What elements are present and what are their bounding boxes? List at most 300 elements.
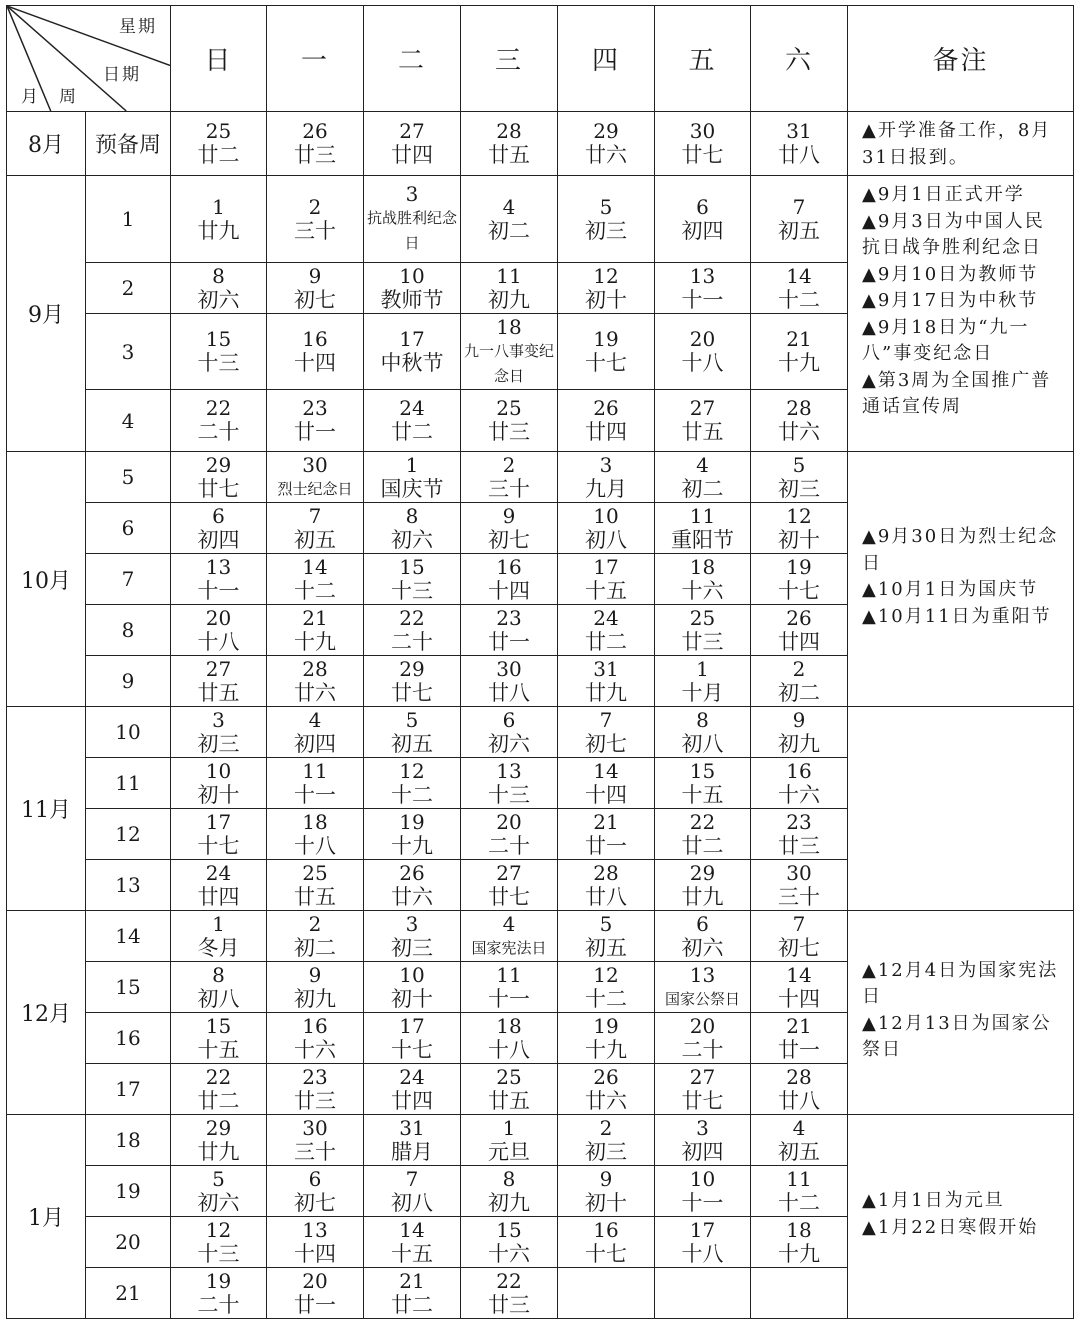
note-item: ▲9月3日为中国人民抗日战争胜利纪念日 — [862, 210, 1045, 258]
day-number: 26 — [786, 605, 812, 630]
lunar-or-holiday: 十七 — [585, 351, 627, 375]
lunar-or-holiday: 初九 — [778, 731, 820, 756]
day-cell — [655, 1268, 751, 1319]
lunar-or-holiday: 国庆节 — [380, 476, 444, 501]
lunar-or-holiday: 二十 — [197, 420, 240, 444]
lunar-or-holiday: 初九 — [488, 287, 530, 312]
lunar-or-holiday: 九一八事变纪念日 — [463, 341, 554, 385]
day-cell — [655, 707, 751, 758]
lunar-or-holiday: 廿九 — [585, 680, 627, 705]
lunar-or-holiday: 十四 — [294, 351, 336, 375]
header-sun: 日 — [171, 6, 267, 112]
day-number: 16 — [593, 1217, 619, 1242]
day-cell — [364, 962, 461, 1013]
day-number: 26 — [593, 1064, 619, 1089]
day-number: 24 — [399, 396, 425, 420]
day-number: 13 — [689, 962, 716, 987]
lunar-or-holiday: 十九 — [585, 1037, 627, 1062]
day-cell — [558, 656, 655, 707]
day-cell — [267, 860, 364, 911]
day-cell — [267, 554, 364, 605]
day-number: 7 — [792, 911, 806, 936]
week-number-cell: 11 — [86, 758, 171, 809]
day-number: 9 — [599, 1166, 613, 1191]
day-cell — [364, 112, 461, 176]
day-number: 23 — [496, 605, 522, 630]
note-item: ▲9月30日为烈士纪念日 — [862, 526, 1059, 574]
lunar-or-holiday: 廿一 — [585, 833, 627, 858]
day-number: 22 — [205, 1064, 232, 1089]
day-cell — [558, 758, 655, 809]
week-number-cell: 21 — [86, 1268, 171, 1319]
day-cell — [461, 1268, 558, 1319]
month-cell: 9月 — [7, 176, 86, 452]
day-cell — [461, 809, 558, 860]
day-number: 4 — [308, 707, 322, 732]
lunar-or-holiday: 廿一 — [294, 1292, 336, 1317]
day-number: 14 — [786, 962, 812, 987]
month-cell: 8月 — [7, 112, 86, 176]
day-number: 14 — [399, 1217, 425, 1242]
day-number: 19 — [786, 554, 812, 579]
day-number: 18 — [496, 1013, 522, 1038]
lunar-or-holiday: 三十 — [294, 218, 336, 243]
day-number: 23 — [302, 1064, 328, 1089]
day-cell — [364, 390, 461, 452]
lunar-or-holiday: 初八 — [681, 731, 724, 756]
lunar-or-holiday: 十八 — [197, 629, 240, 654]
note-item: ▲9月10日为教师节 — [862, 263, 1039, 285]
lunar-or-holiday: 廿八 — [778, 143, 820, 167]
day-cell — [171, 503, 267, 554]
day-number: 23 — [302, 396, 328, 420]
lunar-or-holiday: 十四 — [488, 578, 530, 603]
lunar-or-holiday: 廿四 — [197, 884, 240, 909]
lunar-or-holiday: 初五 — [294, 527, 336, 552]
day-number: 30 — [496, 656, 522, 681]
lunar-or-holiday: 十三 — [391, 578, 433, 603]
day-number: 21 — [593, 809, 619, 834]
day-number: 1 — [502, 1115, 516, 1140]
day-cell — [751, 860, 848, 911]
week-number-cell: 19 — [86, 1166, 171, 1217]
day-cell — [751, 1217, 848, 1268]
day-cell — [171, 860, 267, 911]
day-number: 3 — [212, 707, 225, 732]
day-number: 25 — [496, 396, 522, 420]
lunar-or-holiday: 廿七 — [681, 1088, 724, 1113]
day-cell — [461, 911, 558, 962]
day-cell — [364, 1064, 461, 1115]
lunar-or-holiday: 烈士纪念日 — [277, 479, 353, 498]
lunar-or-holiday: 廿一 — [778, 1037, 820, 1062]
day-cell — [558, 452, 655, 503]
day-cell — [655, 962, 751, 1013]
lunar-or-holiday: 初七 — [294, 287, 336, 312]
day-number: 13 — [496, 758, 522, 783]
lunar-or-holiday: 初十 — [585, 1190, 627, 1215]
lunar-or-holiday: 廿三 — [488, 1292, 530, 1317]
day-number: 1 — [212, 911, 225, 936]
header-fri: 五 — [655, 6, 751, 112]
day-number: 7 — [792, 194, 806, 219]
day-cell — [655, 314, 751, 390]
lunar-or-holiday: 初七 — [488, 527, 530, 552]
notes-list — [848, 176, 1073, 425]
week-number-cell: 预备周 — [86, 112, 171, 176]
lunar-or-holiday: 廿三 — [681, 629, 724, 654]
day-cell — [558, 263, 655, 314]
lunar-or-holiday: 十二 — [391, 782, 433, 807]
day-number: 6 — [212, 503, 225, 528]
day-number: 4 — [696, 452, 709, 477]
lunar-or-holiday: 腊月 — [391, 1139, 433, 1164]
day-cell — [751, 758, 848, 809]
day-number: 8 — [502, 1166, 516, 1191]
day-number: 17 — [593, 554, 619, 579]
day-number: 15 — [689, 758, 716, 783]
day-number: 2 — [502, 452, 516, 477]
lunar-or-holiday: 初九 — [488, 1190, 530, 1215]
lunar-or-holiday: 廿六 — [585, 1088, 627, 1113]
day-number: 14 — [593, 758, 619, 783]
week-row — [7, 1115, 1074, 1166]
lunar-or-holiday: 初四 — [294, 731, 336, 756]
day-number: 13 — [302, 1217, 328, 1242]
lunar-or-holiday: 初十 — [778, 527, 820, 552]
day-number: 10 — [593, 503, 619, 528]
day-cell — [171, 1115, 267, 1166]
lunar-or-holiday: 十七 — [585, 1241, 627, 1266]
week-row — [7, 452, 1074, 503]
day-number: 18 — [689, 554, 716, 579]
day-cell — [267, 263, 364, 314]
day-cell — [171, 452, 267, 503]
day-number: 28 — [786, 396, 812, 420]
day-cell — [364, 860, 461, 911]
day-cell — [461, 1013, 558, 1064]
day-number: 24 — [399, 1064, 425, 1089]
notes-list — [848, 707, 1073, 717]
day-number: 15 — [496, 1217, 522, 1242]
day-cell — [558, 707, 655, 758]
day-cell — [655, 656, 751, 707]
lunar-or-holiday: 十二 — [585, 986, 627, 1011]
lunar-or-holiday: 廿八 — [488, 680, 530, 705]
lunar-or-holiday: 抗战胜利纪念日 — [366, 209, 457, 252]
day-number: 11 — [689, 503, 716, 528]
lunar-or-holiday: 重阳节 — [671, 527, 734, 552]
lunar-or-holiday: 十三 — [197, 1241, 240, 1266]
day-cell — [751, 656, 848, 707]
lunar-or-holiday: 廿八 — [778, 1088, 820, 1113]
lunar-or-holiday: 初四 — [197, 527, 240, 552]
day-cell — [364, 1217, 461, 1268]
lunar-or-holiday: 廿二 — [197, 1088, 240, 1113]
lunar-or-holiday: 初二 — [778, 680, 820, 705]
header-wed: 三 — [461, 6, 558, 112]
day-cell — [751, 314, 848, 390]
note-item: ▲12月4日为国家宪法日 — [862, 959, 1059, 1007]
week-number-cell: 5 — [86, 452, 171, 503]
week-number-cell: 15 — [86, 962, 171, 1013]
week-number-cell: 16 — [86, 1013, 171, 1064]
note-item: ▲9月18日为“九一八”事变纪念日 — [862, 316, 1030, 364]
week-number-cell: 13 — [86, 860, 171, 911]
notes-cell-nov — [848, 707, 1074, 911]
day-number: 27 — [496, 860, 522, 885]
lunar-or-holiday: 初七 — [294, 1190, 336, 1215]
lunar-or-holiday: 廿六 — [778, 420, 820, 444]
week-number-cell: 6 — [86, 503, 171, 554]
day-number: 15 — [205, 327, 232, 351]
week-number-cell: 18 — [86, 1115, 171, 1166]
day-cell — [558, 112, 655, 176]
lunar-or-holiday: 国家宪法日 — [471, 938, 547, 957]
day-cell — [558, 962, 655, 1013]
day-number: 1 — [405, 452, 419, 477]
day-cell — [558, 1013, 655, 1064]
lunar-or-holiday: 初三 — [585, 1139, 627, 1164]
day-number: 7 — [308, 503, 322, 528]
day-cell — [364, 503, 461, 554]
lunar-or-holiday: 廿九 — [197, 218, 240, 243]
header-row — [7, 6, 1074, 112]
day-cell — [655, 263, 751, 314]
week-row — [7, 112, 1074, 176]
lunar-or-holiday: 初五 — [778, 1139, 820, 1164]
lunar-or-holiday: 廿六 — [585, 143, 627, 167]
day-cell — [364, 1013, 461, 1064]
day-number: 12 — [205, 1217, 232, 1242]
lunar-or-holiday: 廿五 — [294, 884, 336, 909]
lunar-or-holiday: 廿五 — [488, 1088, 530, 1113]
day-number: 9 — [308, 263, 322, 288]
day-cell — [267, 605, 364, 656]
day-number: 2 — [792, 656, 806, 681]
day-number: 24 — [593, 605, 619, 630]
notes-cell-aug — [848, 112, 1074, 176]
week-row — [7, 707, 1074, 758]
day-number: 19 — [593, 1013, 619, 1038]
day-number: 27 — [205, 656, 232, 681]
day-cell — [171, 1268, 267, 1319]
day-cell — [364, 809, 461, 860]
day-number: 9 — [792, 707, 806, 732]
header-tue: 二 — [364, 6, 461, 112]
note-item: ▲1月1日为元旦 — [862, 1190, 1005, 1211]
lunar-or-holiday: 廿三 — [294, 1088, 336, 1113]
day-number: 18 — [302, 809, 328, 834]
day-cell — [655, 605, 751, 656]
day-number: 27 — [399, 119, 425, 143]
day-number: 27 — [689, 1064, 716, 1089]
day-number: 31 — [399, 1115, 425, 1140]
day-cell — [461, 1064, 558, 1115]
day-cell — [267, 809, 364, 860]
day-number: 3 — [405, 182, 419, 206]
day-number: 7 — [599, 707, 613, 732]
day-cell — [364, 176, 461, 263]
day-cell — [461, 1115, 558, 1166]
day-cell — [751, 1166, 848, 1217]
lunar-or-holiday: 初二 — [681, 476, 724, 501]
day-cell — [655, 1013, 751, 1064]
day-cell — [267, 452, 364, 503]
notes-list — [848, 958, 1073, 1068]
day-number: 3 — [696, 1115, 709, 1140]
lunar-or-holiday: 廿四 — [778, 629, 820, 654]
day-number: 10 — [399, 962, 425, 987]
notes-list — [848, 112, 1073, 175]
day-cell — [751, 911, 848, 962]
week-number-cell: 2 — [86, 263, 171, 314]
day-cell — [461, 176, 558, 263]
note-item: ▲开学准备工作，8月31日报到。 — [862, 120, 1052, 168]
day-cell — [267, 707, 364, 758]
school-calendar-table — [6, 5, 1074, 1319]
day-number: 11 — [496, 263, 522, 288]
day-number: 5 — [792, 452, 806, 477]
day-number: 6 — [696, 194, 709, 219]
month-cell: 11月 — [7, 707, 86, 911]
lunar-or-holiday: 廿一 — [488, 629, 530, 654]
corner-month-label: 月 — [21, 87, 40, 107]
day-cell — [655, 452, 751, 503]
day-number: 11 — [786, 1166, 812, 1191]
lunar-or-holiday: 十五 — [681, 782, 724, 807]
day-number: 5 — [599, 911, 613, 936]
day-number: 18 — [496, 314, 522, 339]
lunar-or-holiday: 廿一 — [294, 420, 336, 444]
day-cell — [558, 503, 655, 554]
day-cell — [461, 390, 558, 452]
lunar-or-holiday: 初七 — [778, 935, 820, 960]
lunar-or-holiday: 初六 — [391, 527, 433, 552]
day-cell — [364, 1115, 461, 1166]
lunar-or-holiday: 初二 — [294, 935, 336, 960]
lunar-or-holiday: 廿九 — [197, 1139, 240, 1164]
lunar-or-holiday: 十三 — [197, 351, 240, 375]
day-cell — [461, 758, 558, 809]
lunar-or-holiday: 十四 — [585, 782, 627, 807]
day-number: 6 — [696, 911, 709, 936]
day-cell — [364, 1166, 461, 1217]
lunar-or-holiday: 三十 — [778, 884, 820, 909]
lunar-or-holiday: 十六 — [778, 782, 820, 807]
day-number: 22 — [689, 809, 716, 834]
day-number: 2 — [308, 911, 322, 936]
lunar-or-holiday: 廿三 — [294, 143, 336, 167]
day-number: 18 — [786, 1217, 812, 1242]
lunar-or-holiday: 初十 — [197, 782, 240, 807]
note-item: ▲12月13日为国家公祭日 — [862, 1012, 1052, 1060]
day-cell — [751, 1064, 848, 1115]
day-cell — [558, 809, 655, 860]
day-number: 30 — [302, 1115, 328, 1140]
lunar-or-holiday: 初五 — [585, 935, 627, 960]
day-cell — [171, 1217, 267, 1268]
day-number: 1 — [212, 194, 225, 219]
day-number: 21 — [302, 605, 328, 630]
lunar-or-holiday: 初七 — [585, 731, 627, 756]
lunar-or-holiday: 廿七 — [488, 884, 530, 909]
week-row — [7, 911, 1074, 962]
day-number: 31 — [593, 656, 619, 681]
day-number: 29 — [689, 860, 716, 885]
week-number-cell: 4 — [86, 390, 171, 452]
day-number: 26 — [399, 860, 425, 885]
lunar-or-holiday: 廿二 — [391, 420, 433, 444]
lunar-or-holiday: 冬月 — [197, 935, 240, 960]
day-number: 27 — [689, 396, 716, 420]
day-number: 28 — [786, 1064, 812, 1089]
lunar-or-holiday: 十六 — [488, 1241, 530, 1266]
day-number: 17 — [205, 809, 232, 834]
day-cell — [364, 707, 461, 758]
day-number: 26 — [593, 396, 619, 420]
day-cell — [267, 1115, 364, 1166]
day-cell — [558, 314, 655, 390]
day-cell — [751, 1115, 848, 1166]
note-item: ▲10月11日为重阳节 — [862, 605, 1052, 627]
note-item: ▲9月17日为中秋节 — [862, 290, 1039, 311]
day-cell — [751, 263, 848, 314]
lunar-or-holiday: 初八 — [391, 1190, 433, 1215]
week-number-cell: 1 — [86, 176, 171, 263]
day-number: 21 — [786, 327, 812, 351]
lunar-or-holiday: 中秋节 — [380, 351, 444, 375]
lunar-or-holiday: 九月 — [585, 476, 627, 501]
day-cell — [558, 1268, 655, 1319]
day-cell — [364, 1268, 461, 1319]
day-number: 10 — [689, 1166, 716, 1191]
day-number: 30 — [302, 452, 328, 477]
day-cell — [171, 656, 267, 707]
day-cell — [171, 314, 267, 390]
day-cell — [655, 176, 751, 263]
day-cell — [558, 1115, 655, 1166]
day-number: 25 — [205, 119, 232, 143]
day-number: 22 — [496, 1268, 522, 1293]
day-number: 5 — [212, 1166, 225, 1191]
day-number: 15 — [399, 554, 425, 579]
day-cell — [655, 809, 751, 860]
header-thu: 四 — [558, 6, 655, 112]
lunar-or-holiday: 十二 — [778, 287, 820, 312]
day-number: 12 — [593, 263, 619, 288]
day-cell — [171, 1166, 267, 1217]
lunar-or-holiday: 十七 — [197, 833, 240, 858]
corner-date-label: 日期 — [103, 65, 141, 85]
day-number: 3 — [599, 452, 613, 477]
day-number: 2 — [308, 194, 322, 219]
day-number: 2 — [599, 1115, 613, 1140]
day-cell — [461, 1217, 558, 1268]
week-number-cell: 9 — [86, 656, 171, 707]
lunar-or-holiday: 廿五 — [488, 143, 530, 167]
lunar-or-holiday: 十五 — [391, 1241, 433, 1266]
day-cell — [171, 1064, 267, 1115]
day-number: 21 — [786, 1013, 812, 1038]
day-number: 7 — [405, 1166, 419, 1191]
lunar-or-holiday: 初十 — [391, 986, 433, 1011]
day-number: 10 — [399, 263, 425, 288]
day-number: 22 — [205, 396, 232, 420]
day-cell — [267, 390, 364, 452]
day-number: 25 — [496, 1064, 522, 1089]
day-cell — [461, 962, 558, 1013]
